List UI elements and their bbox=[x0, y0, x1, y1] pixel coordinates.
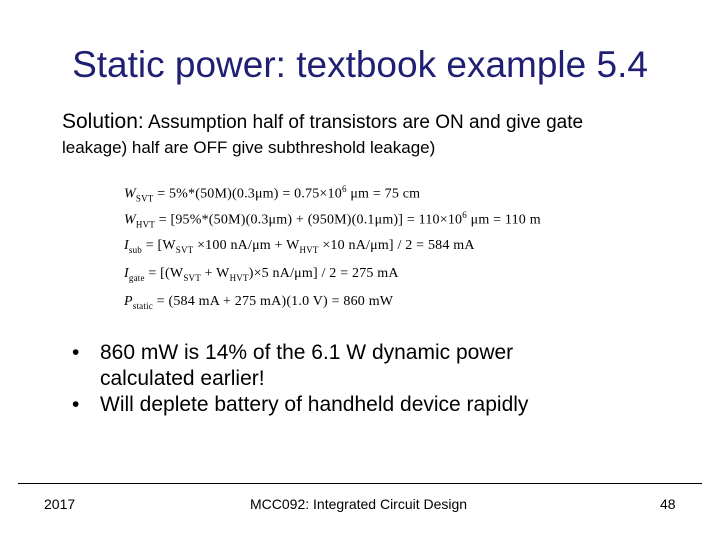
solution-text bbox=[62, 110, 682, 135]
bullet-icon: • bbox=[72, 341, 80, 364]
bullet-icon: • bbox=[72, 393, 80, 416]
footer-divider bbox=[18, 483, 702, 484]
solution-line1: Assumption half of transistors are ON and give gate bbox=[147, 112, 584, 133]
equation-igate: $I_{gate} = [(W_{SVT} + W_{HVT})\times 5$ nA/μm] / 2 = 275 mA bbox=[124, 266, 399, 283]
bullet-list bbox=[72, 340, 600, 418]
bullet-item: • 860 mW is 14% of the 6.1 W dynamic power calculated earlier! bbox=[72, 341, 514, 390]
equation-whvt: $W_{HVT} = [95\%*(50M)(0.3\mu m) + (950M)(0.1\mu m)] = 110\times 10^6$ μm = 110 m bbox=[124, 210, 541, 230]
solution-line2: leakage) half are OFF give subthreshold leakage) bbox=[62, 138, 436, 157]
footer-course: MCC092: Integrated Circuit Design bbox=[250, 496, 468, 512]
footer-page-number: 48 bbox=[660, 496, 676, 512]
solution-label: Solution: bbox=[62, 110, 144, 133]
equation-wsvt: $W_{SVT} = 5\%*(50M)(0.3\mu m) = 0.75\times 10^6$ μm = 75 cm bbox=[124, 184, 421, 204]
equation-isub: $I_{sub} = [W_{SVT} \times 100$ $nA/\mu m + W_{HVT} \times 10$ nA/μm] / 2 = 584 mA bbox=[124, 238, 475, 255]
bullet-item: • Will deplete battery of handheld device rapidly bbox=[72, 393, 529, 416]
slide-title: Static power: textbook example 5.4 bbox=[72, 44, 648, 85]
equation-pstatic: $P_{static} = (584$ mA + 275 mA)(1.0 V) = 860 mW bbox=[124, 294, 394, 311]
footer-year: 2017 bbox=[44, 496, 76, 512]
